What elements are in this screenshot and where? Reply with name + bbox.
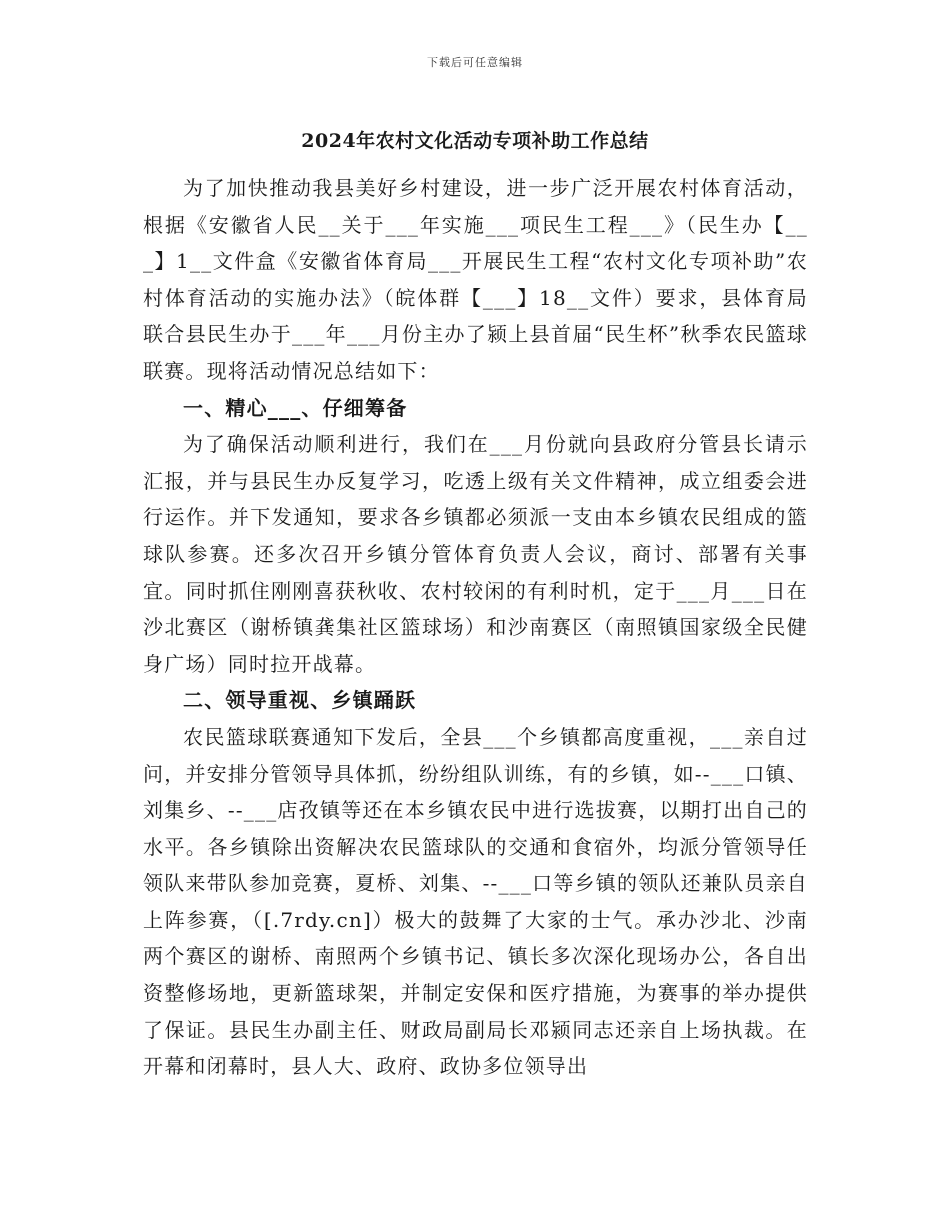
intro-paragraph: 为了加快推动我县美好乡村建设，进一步广泛开展农村体育活动，根据《安徽省人民__关于___年实施___项民生工程___》（民生办【___】1__文件盒《安徽省体育局___开展民生工程“农村文化专项补助”农村体育活动的实施办法》（皖体群【___】18__文件）要求，县体育局联合县民生办于___年___月份主办了颍上县首届“民生杯”秋季农民篮球联赛。现将活动情况总结如下： [143, 176, 808, 383]
page-header-note: 下载后可任意编辑 [427, 56, 523, 69]
section-body-2: 农民篮球联赛通知下发后，全县___个乡镇都高度重视，___亲自过问，并安排分管领导具体抓，纷纷组队训练，有的乡镇，如--___口镇、刘集乡、--___店孜镇等还在本乡镇农民中进行选拔赛，以期打出自己的水平。各乡镇除出资解决农民篮球队的交通和食宿外，均派分管领导任领队来带队参加竞赛，夏桥、刘集、--___口等乡镇的领队还兼队员亲自上阵参赛，（[.7rdy.cn]）极大的鼓舞了大家的士气。承办沙北、沙南两个赛区的谢桥、南照两个乡镇书记、镇长多次深化现场办公，各自出资整修场地，更新篮球架，并制定安保和医疗措施，为赛事的举办提供了保证。县民生办副主任、财政局副局长邓颍同志还亲自上场执裁。在开幕和闭幕时，县人大、政府、政协多位领导出 [143, 724, 808, 1079]
section-heading-2: 二、领导重视、乡镇踊跃 [183, 688, 417, 713]
document-body [143, 170, 808, 1085]
document-title: 2024年农村文化活动专项补助工作总结 [301, 130, 649, 152]
section-heading-1: 一、精心___、仔细筹备 [183, 395, 408, 420]
section-body-1: 为了确保活动顺利进行，我们在___月份就向县政府分管县长请示汇报，并与县民生办反复学习，吃透上级有关文件精神，成立组委会进行运作。并下发通知，要求各乡镇都必须派一支由本乡镇农民组成的篮球队参赛。还多次召开乡镇分管体育负责人会议，商讨、部署有关事宜。同时抓住刚刚喜获秋收、农村较闲的有利时机，定于___月___日在沙北赛区（谢桥镇龚集社区篮球场）和沙南赛区（南照镇国家级全民健身广场）同时拉开战幕。 [143, 432, 808, 676]
